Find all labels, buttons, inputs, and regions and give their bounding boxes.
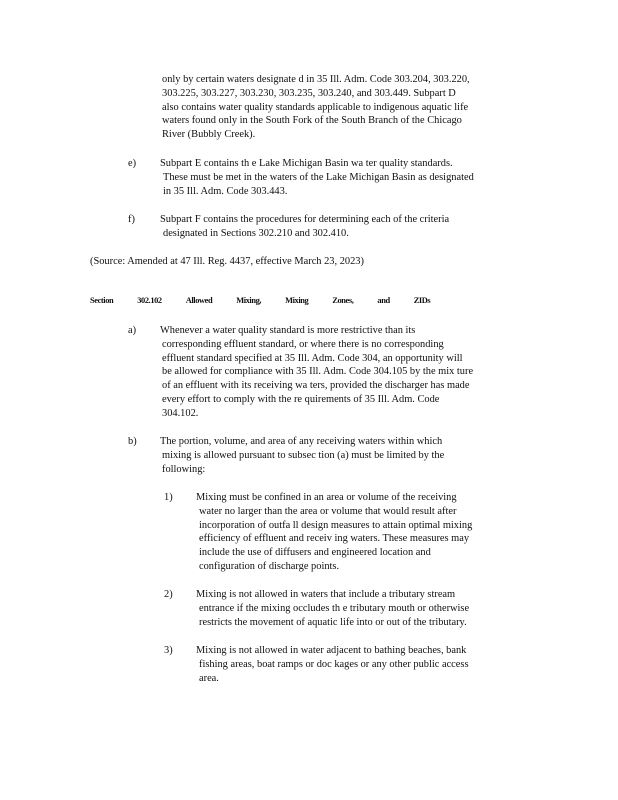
item-f-text	[160, 213, 518, 241]
paragraph-line: of an effluent with its receiving wa ters, provided the discharger has made	[162, 380, 470, 392]
paragraph-line: restricts the movement of aquatic life into or out of the tributary.	[199, 616, 467, 628]
item-e-text	[160, 157, 518, 198]
item-f-label: f)	[128, 214, 135, 225]
paragraph-line: only by certain waters designate d in 35 Ill. Adm. Code 303.204, 303.220,	[162, 74, 470, 85]
paragraph-line: configuration of discharge points.	[199, 560, 340, 572]
paragraph-line: waters found only in the South Fork of the South Branch of the Chicago	[162, 115, 462, 127]
paragraph-line: 303.225, 303.227, 303.230, 303.235, 303.240, and 303.449. Subpart D	[162, 87, 456, 99]
section-number: 302.102	[137, 296, 162, 305]
source-note-text: (Source: Amended at 47 Ill. Reg. 4437, effective March 23, 2023)	[90, 256, 364, 267]
sub-item-1-text	[196, 491, 512, 574]
heading-word: Allowed	[185, 296, 213, 305]
item-a-label: a)	[128, 325, 137, 336]
item-b-label: b)	[128, 436, 137, 447]
paragraph-line: be allowed for compliance with 35 Ill. Adm. Code 304.105 by the mix ture	[162, 366, 474, 378]
paragraph-line: designated in Sections 302.210 and 302.410.	[163, 227, 349, 239]
paragraph-line: Mixing must be confined in an area or volume of the receiving	[196, 492, 457, 503]
paragraph-line: The portion, volume, and area of any receiving waters within which	[160, 436, 443, 447]
continuation-paragraph	[162, 73, 516, 142]
paragraph-line: Mixing is not allowed in waters that include a tributary stream	[196, 589, 456, 600]
paragraph-line: Mixing is not allowed in water adjacent to bathing beaches, bank	[196, 645, 467, 656]
sub-item-2-label: 2)	[164, 589, 173, 600]
item-b-text	[160, 435, 490, 476]
section-label: Section	[90, 296, 114, 305]
paragraph-line: River (Bubbly Creek).	[162, 129, 256, 141]
source-note	[90, 255, 420, 269]
heading-word: Mixing	[285, 296, 309, 305]
heading-word: Mixing,	[236, 296, 262, 305]
paragraph-line: effluent standard specified at 35 Ill. Adm. Code 304, an opportunity will	[162, 352, 463, 364]
paragraph-line: every effort to comply with the re quirements of 35 Ill. Adm. Code	[162, 393, 440, 405]
paragraph-line: incorporation of outfa ll design measures to attain optimal mixing	[199, 519, 473, 531]
heading-word: and	[377, 296, 390, 305]
item-a-text	[160, 324, 516, 421]
sub-item-3-text	[196, 644, 512, 685]
paragraph-line: fishing areas, boat ramps or doc kages or any other public access	[199, 658, 469, 670]
paragraph-line: also contains water quality standards applicable to indigenous aquatic life	[162, 101, 469, 113]
paragraph-line: area.	[199, 672, 219, 684]
paragraph-line: entrance if the mixing occludes th e tributary mouth or otherwise	[199, 602, 470, 614]
paragraph-line: in 35 Ill. Adm. Code 303.443.	[163, 185, 288, 197]
sub-item-1-label: 1)	[164, 492, 173, 503]
paragraph-line: following:	[162, 463, 206, 475]
paragraph-line: corresponding effluent standard, or where there is no corresponding	[162, 338, 444, 350]
paragraph-line: water no larger than the area or volume that would result after	[199, 505, 457, 517]
sub-item-2-text	[196, 588, 512, 629]
section-heading	[90, 296, 454, 305]
paragraph-line: efficiency of effluent and receiv ing waters. These measures may	[199, 533, 470, 545]
heading-word: Zones,	[332, 296, 354, 305]
paragraph-line: These must be met in the waters of the Lake Michigan Basin as designated	[163, 171, 474, 183]
sub-item-3-label: 3)	[164, 645, 173, 656]
heading-word: ZIDs	[413, 296, 431, 305]
paragraph-line: include the use of diffusers and engineered location and	[199, 547, 431, 559]
paragraph-line: Whenever a water quality standard is more restrictive than its	[160, 325, 416, 336]
paragraph-line: Subpart E contains th e Lake Michigan Basin wa ter quality standards.	[160, 158, 453, 169]
paragraph-line: 304.102.	[162, 407, 199, 419]
paragraph-line: Subpart F contains the procedures for determining each of the criteria	[160, 214, 450, 225]
item-e-label: e)	[128, 158, 137, 169]
paragraph-line: mixing is allowed pursuant to subsec tion (a) must be limited by the	[162, 449, 445, 461]
